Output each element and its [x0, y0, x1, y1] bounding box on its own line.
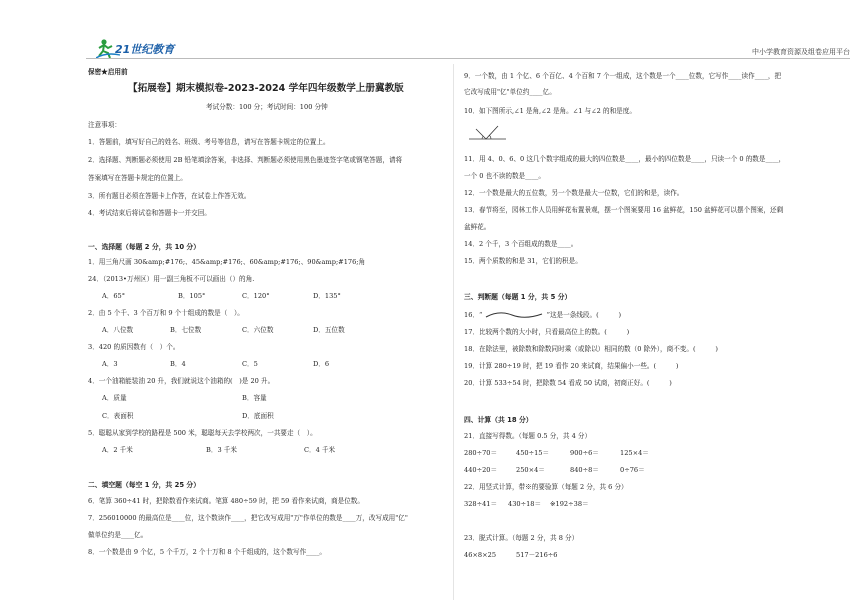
- question: 14．2 个千，3 个百组成的数是____。: [464, 240, 578, 248]
- question: 11．用 4、0、6、0 这几个数字组成的最大的四位数是____，最小的四位数是____，只读一个 0 的数是____，: [464, 155, 786, 163]
- option: A．2 千米: [102, 446, 133, 454]
- angle-diagram-icon: [468, 122, 508, 142]
- option: C．表面积: [102, 412, 134, 420]
- question: 23．脱式计算。（每题 2 分，共 8 分）: [464, 534, 579, 542]
- secret-label: 保密★启用前: [88, 68, 128, 76]
- question: 13．春节将至，园林工作人员用鲜花布置景观，摆一个图案要用 16 盆鲜花，150 盆鲜花可以摆个图案，还剩: [464, 206, 784, 214]
- calc-item: 125×4＝: [620, 449, 649, 457]
- column-divider: [453, 64, 454, 600]
- option: D．6: [313, 360, 330, 368]
- notice-item: 3．所有题目必须在答题卡上作答，在试卷上作答无效。: [88, 192, 251, 200]
- notice-heading: 注意事项：: [88, 121, 121, 129]
- calc-item: ※192÷38＝: [550, 500, 589, 508]
- section-heading: 一、选择题（每题 2 分，共 10 分）: [88, 243, 201, 251]
- calc-item: 328÷41＝: [464, 500, 498, 508]
- question: 2．由 5 个千、3 个百万和 9 个十组成的数是（ ）。: [88, 309, 244, 317]
- notice-item: 2．选择题、判断题必须使用 2B 铅笔填涂答案，非选择、判断题必须使用黑色墨迹签字笔或钢笔答题，请将: [88, 156, 403, 164]
- calc-item: 46×8×25: [464, 551, 497, 559]
- option: C．120°: [242, 292, 270, 300]
- question: 15．两个质数的和是 31，它们的积是。: [464, 257, 582, 265]
- question: 4．一个油箱能装油 20 升，我们就说这个油箱的( )是 20 升。: [88, 377, 275, 385]
- question: 盆鲜花。: [464, 223, 491, 231]
- option: D．五位数: [313, 326, 345, 334]
- option: B．七位数: [170, 326, 202, 334]
- logo-runner-icon: [96, 38, 180, 60]
- question: 做单位约是____亿。: [88, 531, 148, 539]
- section-heading: 三、判断题（每题 1 分，共 5 分）: [464, 293, 572, 301]
- question: 24．（2013•万州区）用一副三角板不可以画出（）的角.: [88, 275, 255, 283]
- question: 17．比较两个数的大小时，只看最高位上的数。( ): [464, 328, 630, 336]
- question: 6．笔算 360÷41 时，把除数看作来试商。笔算 480÷59 时，把 59 看作来试商，商是位数。: [88, 497, 364, 505]
- question: 3．420 的质因数有（ ）个。: [88, 343, 180, 351]
- question: 5．聪聪从家到学校的路程是 500 米，聪聪每天去学校两次，一共要走（ ）。: [88, 429, 317, 437]
- calc-item: 840÷8＝: [570, 466, 599, 474]
- question: 一个 0 也不读的数是____。: [464, 172, 545, 180]
- option: A．八位数: [102, 326, 134, 334]
- question: 22．用竖式计算，带※的要验算（每题 2 分，共 6 分）: [464, 483, 628, 491]
- option: B．容量: [242, 394, 267, 402]
- angle-figure: [468, 122, 508, 144]
- option: B．3 千米: [206, 446, 237, 454]
- option: A．65°: [102, 292, 126, 300]
- section-heading: 二、填空题（每空 1 分，共 25 分）: [88, 481, 201, 489]
- option: C．4 千米: [304, 446, 336, 454]
- curve-line-icon: [484, 310, 544, 320]
- option: C．5: [242, 360, 258, 368]
- calc-item: 440÷20＝: [464, 466, 498, 474]
- question-text: 16．“: [464, 311, 483, 319]
- question: 18．在除法里，被除数和除数同时乘（或除以）相同的数（0 除外），商不变。( ): [464, 345, 718, 353]
- question: 21．直接写得数。（每题 0.5 分，共 4 分）: [464, 432, 592, 440]
- option: C．六位数: [242, 326, 274, 334]
- calc-item: 280÷70＝: [464, 449, 498, 457]
- question: 20．计算 533÷54 时，把除数 54 看成 50 试商，初商正好。( ): [464, 379, 672, 387]
- calc-item: 450÷15＝: [516, 449, 550, 457]
- section-heading: 四、计算（共 18 分）: [464, 416, 533, 424]
- platform-name: 中小学教育资源及组卷应用平台: [752, 48, 850, 56]
- notice-item: 1．答题前，填写好自己的姓名、班级、考号等信息，请写在答题卡规定的位置上。: [88, 138, 330, 146]
- notice-item: 4．考试结束后将试卷和答题卡一并交回。: [88, 209, 211, 217]
- question: 9．一个数，由 1 个亿、6 个百亿、4 个百和 7 个一组成，这个数是一个____位数，它写作____读作____，把: [464, 72, 782, 80]
- exam-title: 【拓展卷】期末模拟卷-2023-2024 学年四年级数学上册冀教版: [128, 83, 404, 94]
- option: D．底面积: [242, 412, 274, 420]
- calc-item: 250×4＝: [516, 466, 545, 474]
- question: 10．如下图所示,∠1 是角,∠2 是角。∠1 与∠2 的和是度。: [464, 107, 636, 115]
- question: 19．计算 280÷19 时，把 19 看作 20 来试商，结果偏小一些。( ): [464, 362, 679, 370]
- option: B．4: [170, 360, 186, 368]
- notice-item: 答案填写在答题卡规定的位置上。: [88, 174, 187, 182]
- option: A．质量: [102, 394, 127, 402]
- question: 7．256010000 的最高位是____位，这个数读作____，把它改写成用"万"作单位的数是____万，改写成用"亿": [88, 514, 408, 522]
- option: D．135°: [313, 292, 341, 300]
- calc-item: 0÷76＝: [620, 466, 645, 474]
- logo: [96, 38, 180, 60]
- calc-item: 900÷6＝: [570, 449, 599, 457]
- calc-item: 517－216÷6: [516, 551, 558, 559]
- exam-info: 考试分数：100 分；考试时间：100 分钟: [206, 103, 328, 111]
- logo-text: 21世纪教育: [115, 43, 175, 56]
- option: A．3: [102, 360, 118, 368]
- header-divider: [86, 58, 850, 59]
- calc-item: 430÷18＝: [508, 500, 542, 508]
- question: [464, 310, 621, 320]
- question: 1．用三角尺画 30&amp;#176;、45&amp;#176;、60&amp;#176;、90&amp;#176;角: [88, 258, 366, 266]
- question: 它改写成用"亿"单位约____亿。: [464, 88, 556, 96]
- question: 8．一个数是由 9 个亿，5 个千万，2 个十万和 8 个千组成的，这个数写作____。: [88, 548, 326, 556]
- question: 12．一个数是最大的五位数，另一个数是最大一位数，它们的和是，读作。: [464, 189, 684, 197]
- question-text: ”这是一条线段。( ): [546, 311, 622, 319]
- option: B．105°: [178, 292, 206, 300]
